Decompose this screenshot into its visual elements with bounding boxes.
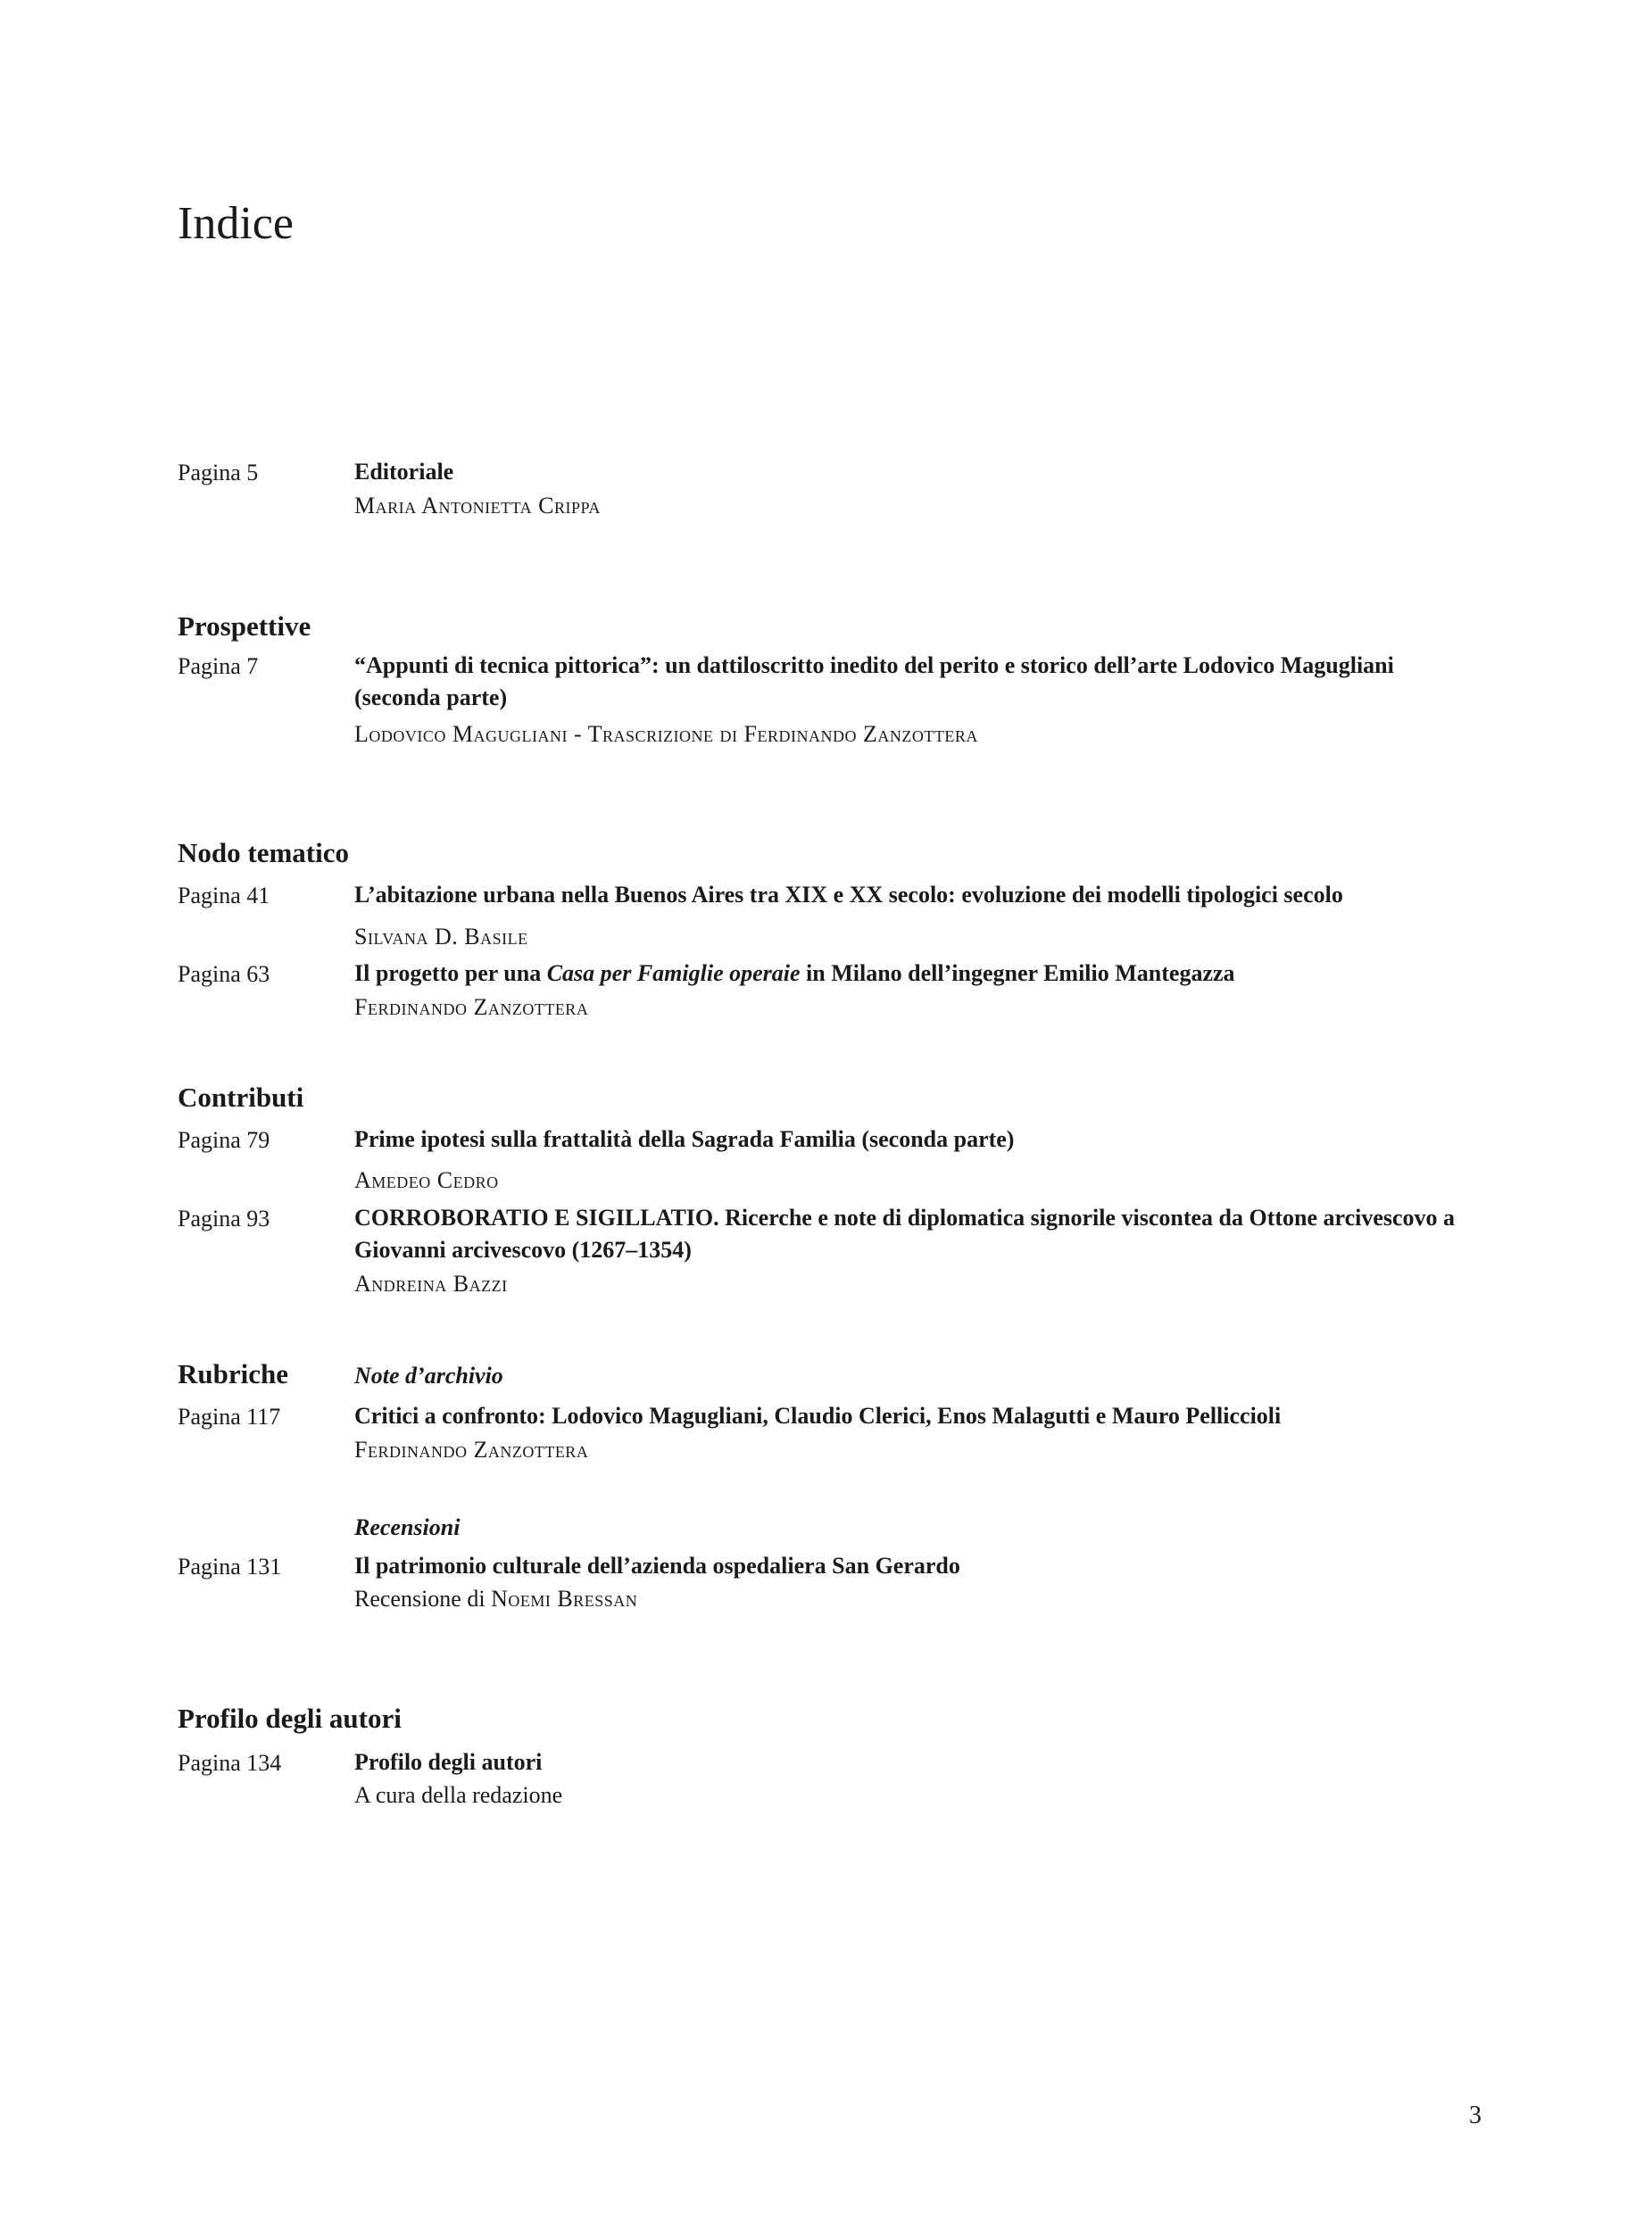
nodo-tematico-page-ref-1: Pagina 41 <box>178 883 270 908</box>
editoriale-author: Maria Antonietta Crippa <box>354 493 601 518</box>
profilo-entry-note: A cura della redazione <box>354 1782 563 1808</box>
prospettive-entry-title[interactable] <box>354 650 1479 714</box>
rubriche-entry-title-1[interactable]: Critici a confronto: Lodovico Magugliani, Claudio Clerici, Enos Malagutti e Mauro Pelliccioli <box>354 1403 1282 1429</box>
rubriche-subheading-recensioni: Recensioni <box>354 1514 461 1540</box>
rubriche-entry-author-1: Ferdinando Zanzottera <box>354 1437 589 1463</box>
nodo-tematico-entry-title-2-italic: Casa per Famiglie operaie <box>546 960 801 986</box>
nodo-tematico-entry-title-1[interactable]: L’abitazione urbana nella Buenos Aires tra XIX e XX secolo: evoluzione dei modelli tipologici secolo <box>354 882 1343 908</box>
section-heading-rubriche: Rubriche <box>178 1358 288 1389</box>
section-heading-profilo: Profilo degli autori <box>178 1703 402 1734</box>
contributi-entry-author-2: Andreina Bazzi <box>354 1271 508 1297</box>
contributi-entry-author-1: Amedeo Cedro <box>354 1167 499 1193</box>
profilo-page-ref: Pagina 134 <box>178 1750 282 1776</box>
page-number: 3 <box>1469 2102 1482 2129</box>
rubriche-page-ref-2: Pagina 131 <box>178 1554 282 1580</box>
prospettive-page-ref: Pagina 7 <box>178 653 259 679</box>
nodo-tematico-entry-author-1: Silvana D. Basile <box>354 924 528 949</box>
rubriche-entry-title-2[interactable]: Il patrimonio culturale dell’azienda ospedaliera San Gerardo <box>354 1553 960 1579</box>
section-heading-prospettive: Prospettive <box>178 610 311 642</box>
section-heading-contributi: Contributi <box>178 1082 304 1113</box>
rubriche-entry-note-2 <box>354 1587 637 1613</box>
prospettive-entry-title-line1: “Appunti di tecnica pittorica”: un dattiloscritto inedito del perito e storico dell’arte Lodovico Magugliani <box>354 652 1394 678</box>
contributi-entry-title-2-line2: Giovanni arcivescovo (1267–1354) <box>354 1237 692 1263</box>
contributi-entry-title-2[interactable] <box>354 1202 1479 1266</box>
prospettive-entry-author: Lodovico Magugliani - Trascrizione di Ferdinando Zanzottera <box>354 721 978 747</box>
nodo-tematico-entry-author-2: Ferdinando Zanzottera <box>354 994 589 1020</box>
editoriale-page-ref: Pagina 5 <box>178 460 259 485</box>
nodo-tematico-entry-title-2-post: in Milano dell’ingegner Emilio Mantegazza <box>800 960 1235 986</box>
contributi-entry-title-2-line1: CORROBORATIO E SIGILLATIO. Ricerche e note di diplomatica signorile viscontea da Ottone arcivescovo a <box>354 1205 1456 1231</box>
recensione-prefix: Recensione di <box>354 1586 492 1612</box>
rubriche-subheading-note-archivio: Note d’archivio <box>354 1363 503 1389</box>
nodo-tematico-entry-title-2[interactable] <box>354 958 1479 990</box>
editoriale-title[interactable]: Editoriale <box>354 459 454 485</box>
contributi-entry-title-1[interactable]: Prime ipotesi sulla frattalità della Sagrada Familia (seconda parte) <box>354 1126 1015 1152</box>
profilo-entry-title[interactable]: Profilo degli autori <box>354 1749 543 1775</box>
prospettive-entry-title-line2: (seconda parte) <box>354 684 508 710</box>
contributi-page-ref-1: Pagina 79 <box>178 1127 270 1153</box>
rubriche-page-ref-1: Pagina 117 <box>178 1404 281 1430</box>
page-title: Indice <box>178 198 294 249</box>
nodo-tematico-entry-title-2-pre: Il progetto per una <box>354 960 547 986</box>
section-heading-nodo-tematico: Nodo tematico <box>178 837 349 868</box>
recensione-author: Noemi Bressan <box>491 1586 638 1612</box>
nodo-tematico-page-ref-2: Pagina 63 <box>178 961 270 987</box>
contributi-page-ref-2: Pagina 93 <box>178 1206 270 1231</box>
